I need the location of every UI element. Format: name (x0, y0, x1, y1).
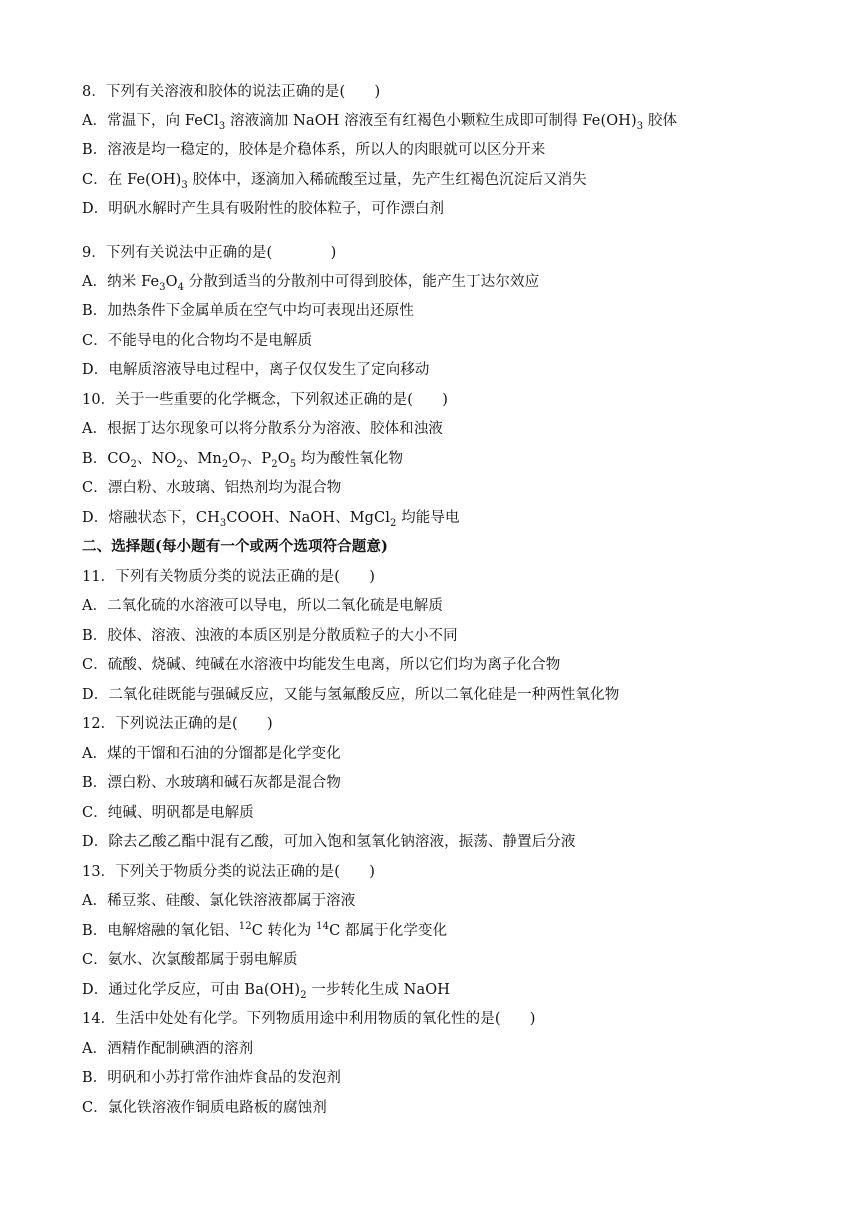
question-14-stem: 14．生活中处处有化学。下列物质用途中利用物质的氧化性的是( ) (82, 1011, 536, 1027)
question-13-option-b: B．电解熔融的氧化铝、$^{12}$C 转化为 $^{14}$C 都属于化学变化 (82, 921, 448, 939)
question-11-option-a: A．二氧化硫的水溶液可以导电，所以二氧化硫是电解质 (82, 598, 443, 614)
question-8-option-c: C．在 $Fe(OH)_3$ 胶体中，逐滴加入稀硫酸至过量，先产生红褐色沉淀后又消失 (82, 172, 587, 191)
question-13-option-d: D．通过化学反应，可由 $Ba(OH)_2$ 一步转化生成 NaOH (82, 982, 450, 1001)
question-9-option-b: B．加热条件下金属单质在空气中均可表现出还原性 (82, 303, 414, 319)
question-8-option-a: A．常温下，向 FeCl$_3$ 溶液滴加 NaOH 溶液至有红褐色小颗粒生成即可制得 $Fe(OH)_3$ 胶体 (82, 113, 678, 132)
question-12-option-b: B．漂白粉、水玻璃和碱石灰都是混合物 (82, 775, 341, 791)
question-9-option-c: C．不能导电的化合物均不是电解质 (82, 333, 313, 349)
question-14-option-b: B．明矾和小苏打常作油炸食品的发泡剂 (82, 1070, 341, 1086)
question-13-stem: 13．下列关于物质分类的说法正确的是( ) (82, 864, 375, 880)
question-11-option-d: D．二氧化硅既能与强碱反应，又能与氢氟酸反应，所以二氧化硅是一种两性氧化物 (82, 687, 620, 703)
question-8-option-b: B．溶液是均一稳定的，胶体是介稳体系，所以人的肉眼就可以区分开来 (82, 142, 546, 158)
question-8-option-d: D．明矾水解时产生具有吸附性的胶体粒子，可作漂白剂 (82, 201, 445, 217)
question-12-option-a: A．煤的干馏和石油的分馏都是化学变化 (82, 746, 341, 762)
question-10-option-c: C．漂白粉、水玻璃、铝热剂均为混合物 (82, 480, 342, 496)
question-13-option-a: A．稀豆浆、硅酸、氯化铁溶液都属于溶液 (82, 893, 356, 909)
question-10-option-b: B．$CO_2$、$NO_2$、$Mn_2O_7$、$P_2O_5$ 均为酸性氧化物 (82, 451, 404, 470)
question-12-stem: 12．下列说法正确的是( ) (82, 716, 273, 732)
question-8-stem: 8．下列有关溶液和胶体的说法正确的是( ) (82, 84, 381, 100)
question-13-option-c: C．氨水、次氯酸都属于弱电解质 (82, 952, 298, 968)
question-12-option-d: D．除去乙酸乙酯中混有乙酸，可加入饱和氢氧化钠溶液，振荡、静置后分液 (82, 834, 576, 850)
question-10-stem: 10．关于一些重要的化学概念，下列叙述正确的是( ) (82, 392, 448, 408)
question-11-option-c: C．硫酸、烧碱、纯碱在水溶液中均能发生电离，所以它们均为离子化合物 (82, 657, 561, 673)
question-9-option-d: D．电解质溶液导电过程中，离子仅仅发生了定向移动 (82, 362, 430, 378)
question-9-option-a: A．纳米 $Fe_3O_4$ 分散到适当的分散剂中可得到胶体，能产生丁达尔效应 (82, 274, 540, 293)
section-2-heading: 二、选择题(每小题有一个或两个选项符合题意) (82, 538, 388, 555)
question-10-option-d: D．熔融状态下，$CH_3COOH$、NaOH、MgCl$_2$ 均能导电 (82, 510, 460, 529)
question-14-option-c: C．氯化铁溶液作铜质电路板的腐蚀剂 (82, 1100, 327, 1116)
question-12-option-c: C．纯碱、明矾都是电解质 (82, 805, 254, 821)
question-10-option-a: A．根据丁达尔现象可以将分散系分为溶液、胶体和浊液 (82, 421, 443, 437)
question-11-option-b: B．胶体、溶液、浊液的本质区别是分散质粒子的大小不同 (82, 628, 458, 644)
question-9-stem: 9．下列有关说法中正确的是( ) (82, 245, 337, 261)
question-14-option-a: A．酒精作配制碘酒的溶剂 (82, 1041, 254, 1057)
question-11-stem: 11．下列有关物质分类的说法正确的是( ) (82, 569, 375, 585)
